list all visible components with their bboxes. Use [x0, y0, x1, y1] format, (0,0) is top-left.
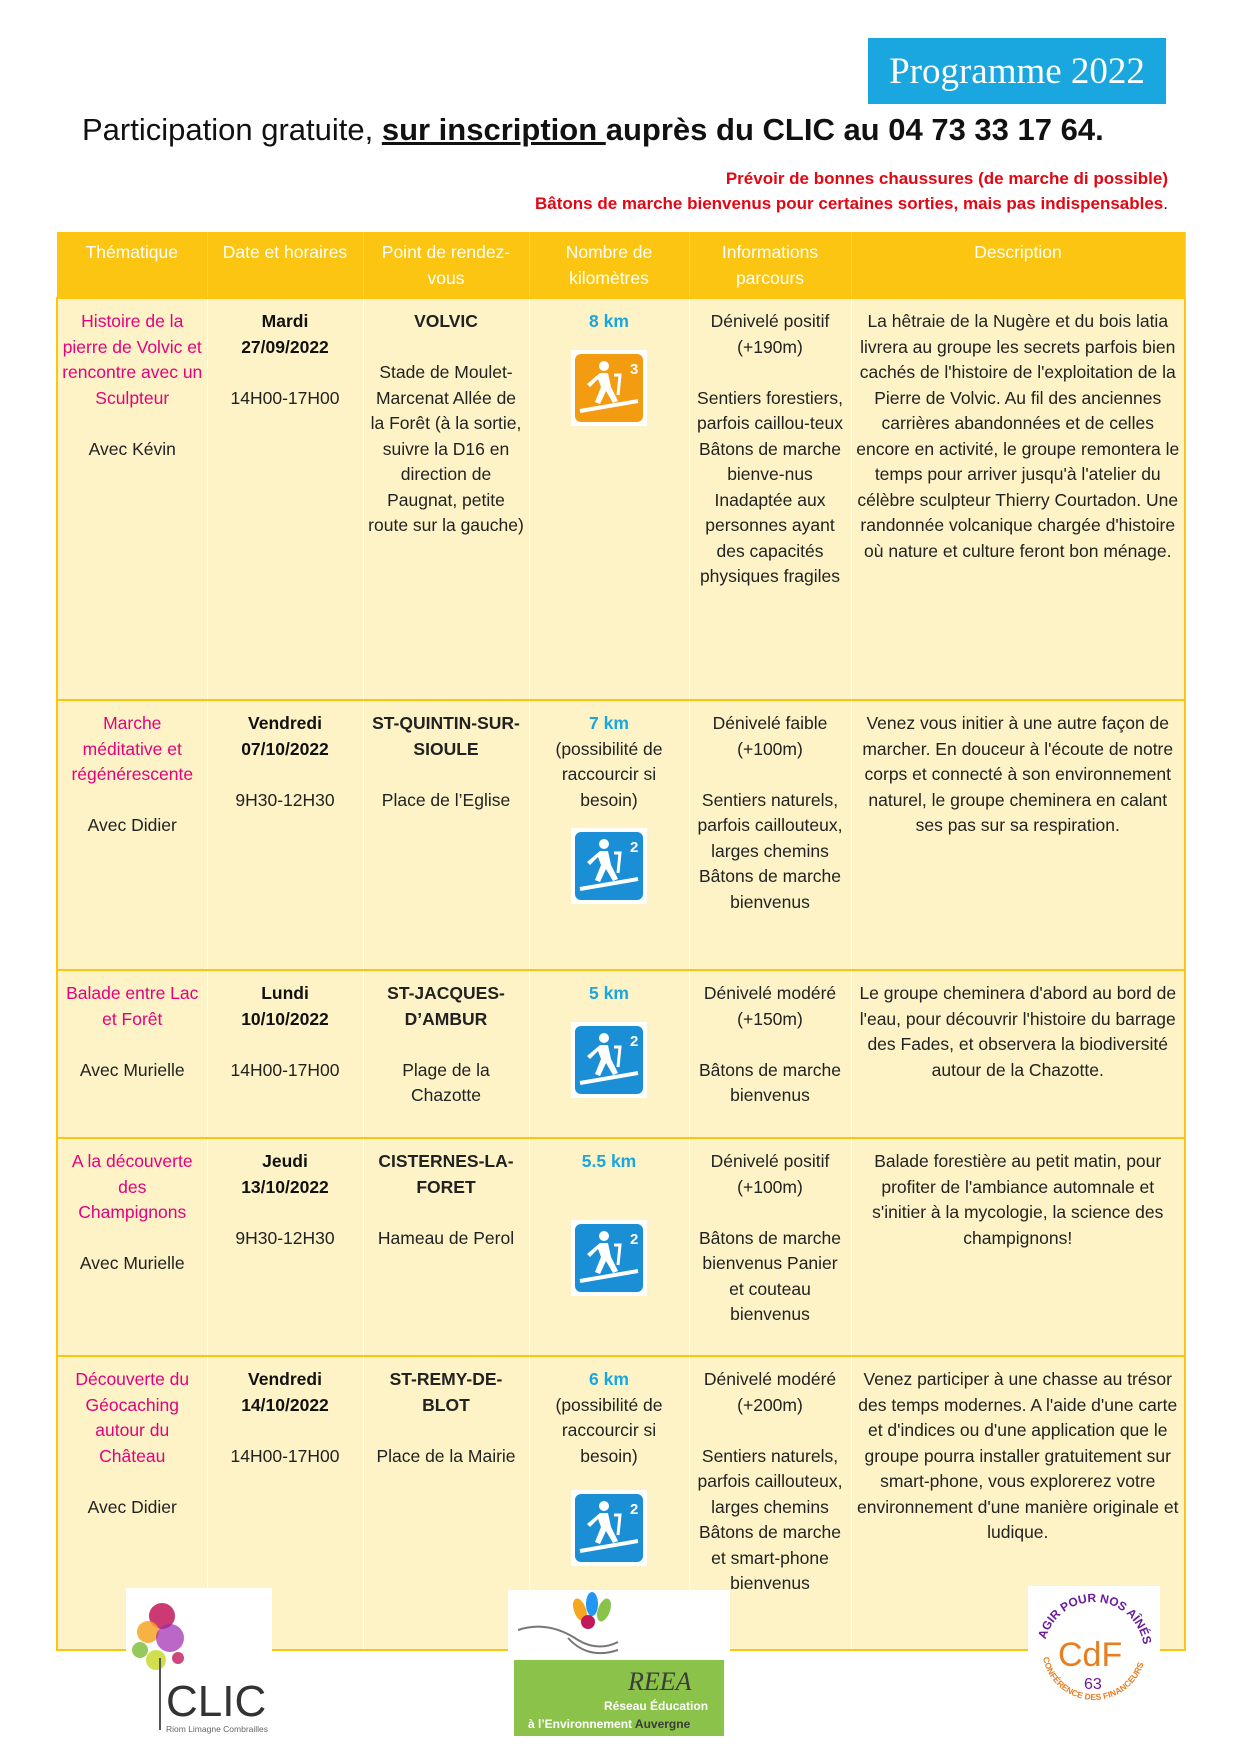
info-cell [689, 700, 851, 970]
date-cell [207, 298, 363, 700]
info-cell [689, 298, 851, 700]
theme-cell [57, 298, 207, 700]
hours: 14H00-17H00 [230, 1059, 340, 1080]
cdf-bottom-text: CONFÉRENCE DES FINANCEURS [1040, 1655, 1146, 1703]
km-cell [529, 298, 689, 700]
place-cell [363, 298, 529, 700]
date: 10/10/2022 [241, 1008, 329, 1029]
col-header-theme: Thématique [57, 232, 207, 298]
program-table [56, 232, 1186, 1651]
hiker-level-2-icon [570, 1219, 648, 1305]
theme-cell [57, 970, 207, 1138]
date: 07/10/2022 [241, 738, 329, 759]
theme-title: Balade entre Lac et Forêt [66, 983, 199, 1029]
table-row [57, 298, 1185, 700]
level-number: 2 [630, 839, 639, 856]
table-row [57, 1138, 1185, 1356]
col-header-description: Description [851, 232, 1185, 298]
description-cell: La hêtraie de la Nugère et du bois latia livrera au groupe les secrets parfois bien cachés de l'histoire de l'exploitation de la Pierre de Volvic. Au fil des anciennes carrières abandonnées et de celles encore en activité, le groupe remontera le temps pour arriver jusqu'à l'atelier du célèbre sculpteur Thierry Courtadon. Une randonnée volcanique chargée d'histoire où nature et culture feront bon ménage. [851, 298, 1185, 700]
km-value: 8 km [589, 311, 629, 331]
table-row [57, 700, 1185, 970]
guide-name: Avec Murielle [79, 1059, 185, 1080]
cdf-top-text: AGIR POUR NOS AÎNÉS [1035, 1590, 1155, 1646]
guide-name: Avec Murielle [79, 1253, 185, 1273]
info-cell [689, 1138, 851, 1356]
place-cell [363, 970, 529, 1138]
hours: 9H30-12H30 [235, 789, 335, 810]
hiker-level-2-icon [570, 827, 648, 913]
col-header-info: Informations parcours [689, 232, 851, 298]
place-name: ST-JACQUES-D’AMBUR [387, 983, 505, 1029]
date: 14/10/2022 [241, 1394, 329, 1415]
col-header-place: Point de rendez-vous [363, 232, 529, 298]
place-cell [363, 1356, 529, 1650]
note-shoes: Prévoir de bonnes chaussures (de marche di possible) [725, 169, 1168, 188]
place-detail: Plage de la Chazotte [402, 1059, 490, 1105]
level-number: 2 [630, 1501, 639, 1518]
place-cell [363, 700, 529, 970]
headline-part2: auprès du CLIC au 04 73 33 17 64. [605, 112, 1104, 147]
route-info: Sentiers naturels, parfois caillouteux, larges chemins Bâtons de marche et smart-phone bienvenus [697, 1445, 843, 1593]
col-header-date: Date et horaires [207, 232, 363, 298]
date-cell [207, 1138, 363, 1356]
route-info: Sentiers forestiers, parfois caillou-teux Bâtons de marche bienve-nus Inadaptée aux personnes ayant des capacités physiques fragiles [697, 387, 843, 586]
km-cell [529, 1138, 689, 1356]
note-poles [535, 191, 1168, 216]
elevation: Dénivelé faible (+100m) [712, 713, 828, 759]
clic-logo [126, 1588, 272, 1738]
km-cell [529, 970, 689, 1138]
place-cell [363, 1138, 529, 1356]
km-value: 6 km [589, 1369, 629, 1389]
svg-text:à l’Environnement Auvergne [528, 1717, 691, 1731]
headline-underlined: sur inscription [381, 112, 606, 147]
day: Jeudi [262, 1151, 308, 1171]
day: Vendredi [248, 1369, 322, 1389]
cdf-number: 63 [1084, 1676, 1102, 1693]
theme-title: Histoire de la pierre de Volvic et rencontre avec un Sculpteur [62, 311, 203, 408]
km-cell [529, 700, 689, 970]
place-detail: Stade de Moulet-Marcenat Allée de la Forêt (à la sortie, suivre la D16 en direction de Paugnat, petite route sur la gauche) [368, 362, 524, 535]
km-value: 5 km [589, 983, 629, 1003]
info-cell [689, 970, 851, 1138]
route-info: Sentiers naturels, parfois caillouteux, larges chemins Bâtons de marche bienvenus [697, 789, 843, 912]
place-detail: Hameau de Perol [377, 1227, 515, 1248]
col-header-km: Nombre de kilomètres [529, 232, 689, 298]
hiker-level-2-icon [570, 1489, 648, 1575]
place-name: ST-QUINTIN-SUR-SIOULE [372, 713, 520, 759]
note-poles-end: . [1163, 194, 1168, 213]
guide-name: Avec Kévin [88, 438, 176, 459]
place-detail: Place de la Mairie [376, 1445, 516, 1466]
hiker-level-3-icon [570, 349, 648, 435]
km-note: (possibilité de raccourcir si besoin) [555, 738, 663, 810]
hours: 14H00-17H00 [230, 387, 340, 408]
hiker-level-2-icon [570, 1021, 648, 1107]
guide-name: Avec Didier [87, 815, 177, 835]
description-cell: Balade forestière au petit matin, pour profiter de l'ambiance automnale et s'initier à la mycologie, la science des champignons! [851, 1138, 1185, 1356]
elevation: Dénivelé modéré (+200m) [703, 1369, 837, 1415]
reea-line2b: Auvergne [634, 1717, 691, 1731]
reea-logo [508, 1590, 730, 1740]
elevation: Dénivelé positif (+190m) [710, 311, 830, 357]
cdf-mark: CdF [1058, 1636, 1123, 1674]
reea-line1: Réseau Éducation [604, 1699, 709, 1713]
level-number: 2 [630, 1032, 639, 1050]
guide-name: Avec Didier [87, 1496, 177, 1517]
theme-title: Marche méditative et régénérescente [71, 713, 194, 784]
km-note: (possibilité de raccourcir si besoin) [555, 1394, 663, 1466]
reea-name: REEA [628, 1667, 692, 1696]
day: Vendredi [248, 713, 322, 733]
description-cell: Venez participer à une chasse au trésor des temps modernes. A l'aide d'une carte et d'indices ou d'une application que le groupe pourra installer gratuitement sur smart-phone, vous explorerez votre environnement d'une manière originale et ludique. [851, 1356, 1185, 1650]
km-value: 5.5 km [581, 1151, 637, 1171]
date: 13/10/2022 [241, 1176, 329, 1197]
cdf-logo [1028, 1586, 1160, 1716]
program-badge: Programme 2022 [868, 38, 1166, 104]
route-info: Bâtons de marche bienvenus [698, 1059, 842, 1105]
date-cell [207, 970, 363, 1138]
place-detail: Place de l’Eglise [381, 789, 511, 810]
place-name: ST-REMY-DE-BLOT [389, 1369, 503, 1415]
clic-name: CLIC [166, 1677, 267, 1726]
route-info: Bâtons de marche bienvenus Panier et couteau bienvenus [698, 1227, 842, 1324]
elevation: Dénivelé modéré (+150m) [703, 983, 837, 1029]
table-row [57, 970, 1185, 1138]
theme-title: Découverte du Géocaching autour du Château [75, 1369, 190, 1466]
theme-cell [57, 700, 207, 970]
theme-cell [57, 1138, 207, 1356]
day: Mardi [261, 311, 309, 331]
elevation: Dénivelé positif (+100m) [710, 1151, 830, 1197]
place-name: CISTERNES-LA-FORET [378, 1151, 514, 1197]
hours: 9H30-12H30 [235, 1227, 335, 1248]
headline [82, 112, 1182, 148]
notes [535, 166, 1168, 216]
date: 27/09/2022 [241, 336, 329, 357]
note-poles-text: Bâtons de marche bienvenus pour certaines sorties, mais pas indispensables [534, 194, 1164, 213]
clic-subtitle: Riom Limagne Combrailles [166, 1724, 269, 1734]
date-cell [207, 700, 363, 970]
level-number: 3 [630, 360, 639, 378]
table-header-row [57, 232, 1185, 298]
level-number: 2 [630, 1230, 639, 1248]
theme-title: A la découverte des Champignons [71, 1151, 193, 1222]
reea-line2a: à l’Environnement [528, 1717, 635, 1731]
hours: 14H00-17H00 [230, 1445, 340, 1466]
day: Lundi [261, 983, 309, 1003]
description-cell: Venez vous initier à une autre façon de marcher. En douceur à l'écoute de notre corps et connecté à son environnement naturel, le groupe cheminera en calant ses pas sur sa respiration. [851, 700, 1185, 970]
km-value: 7 km [589, 713, 629, 733]
description-cell: Le groupe cheminera d'abord au bord de l'eau, pour découvrir l'histoire du barrage des Fades, et observera la biodiversité autour de la Chazotte. [851, 970, 1185, 1138]
place-name: VOLVIC [414, 311, 478, 331]
headline-part1: Participation gratuite, [82, 112, 382, 147]
